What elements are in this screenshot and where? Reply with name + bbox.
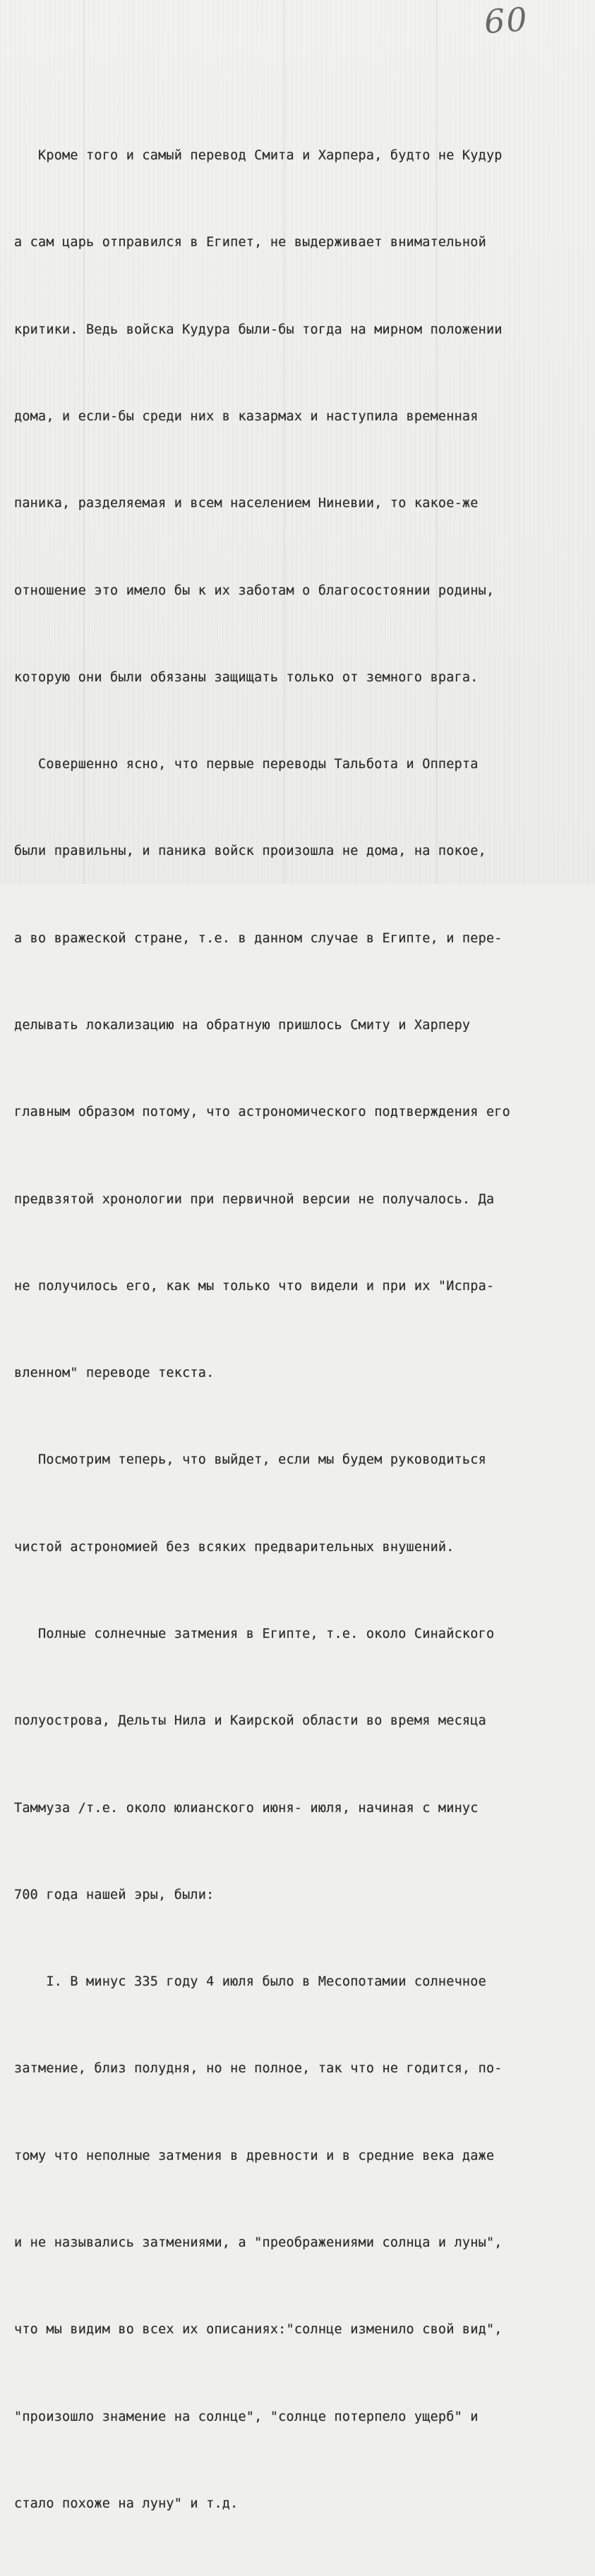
text-line: "произошло знамение на солнце", "солнце потерпело ущерб" и (14, 2409, 479, 2424)
text-line: стало похоже на луну" и т.д. (14, 2496, 239, 2511)
text-line: Таммуза /т.е. около юлианского июня- июля, начиная с минус (14, 1800, 479, 1816)
text-line: и не назывались затмениями, а "преображениями солнца и луны", (14, 2235, 503, 2250)
text-line: Кроме того и самый перевод Смита и Харпера, будто не Кудур (14, 148, 503, 164)
text-line: отношение это имело бы к их заботам о благосостоянии родины, (14, 583, 495, 598)
text-line: делывать локализацию на обратную пришлось Смиту и Харперу (14, 1018, 471, 1033)
text-line: тому что неполные затмения в древности и в средние века даже (14, 2148, 495, 2163)
text-line: критики. Ведь войска Кудура были-бы тогда на мирном положении (14, 322, 503, 337)
text-line: а во вражеской стране, т.е. в данном случае в Египте, и пере- (14, 930, 503, 946)
text-line: паника, разделяемая и всем населением Ниневии, то какое-же (14, 496, 479, 511)
text-line: полуострова, Дельты Нила и Каирской области во время месяца (14, 1713, 486, 1729)
text-line: что мы видим во всех их описаниях:"солнце изменило свой вид", (14, 2322, 503, 2338)
text-line: вленном" переводе текста. (14, 1366, 215, 1381)
text-line: которую они были обязаны защищать только от земного врага. (14, 669, 479, 685)
text-line: дома, и если-бы среди них в казармах и наступила временная (14, 409, 479, 425)
body-text (14, 83, 593, 2576)
text-line: не получилось его, как мы только что видели и при их "Испра- (14, 1278, 495, 1294)
text-line: предвзятой хронологии при первичной версии не получалось. Да (14, 1191, 495, 1207)
text-line: Совершенно ясно, что первые переводы Тальбота и Опперта (14, 757, 479, 772)
text-line: 700 года нашей эры, были: (14, 1887, 215, 1902)
text-line: главным образом потому, что астрономического подтверждения его (14, 1105, 510, 1120)
text-line: Посмотрим теперь, что выйдет, если мы будем руководиться (14, 1452, 486, 1468)
page-number: 60 (483, 0, 530, 42)
text-line: а сам царь отправился в Египет, не выдерживает внимательной (14, 235, 486, 250)
text-line: I. В минус 335 году 4 июля было в Месопотамии солнечное (14, 1974, 486, 1990)
text-line: Полные солнечные затмения в Египте, т.е. около Синайского (14, 1626, 495, 1641)
text-line: затмение, близ полудня, но не полное, так что не годится, по- (14, 2061, 503, 2077)
text-line: были правильны, и паника войск произошла не дома, на покое, (14, 844, 486, 859)
text-line: чистой астрономией без всяких предварительных внушений. (14, 1539, 455, 1555)
